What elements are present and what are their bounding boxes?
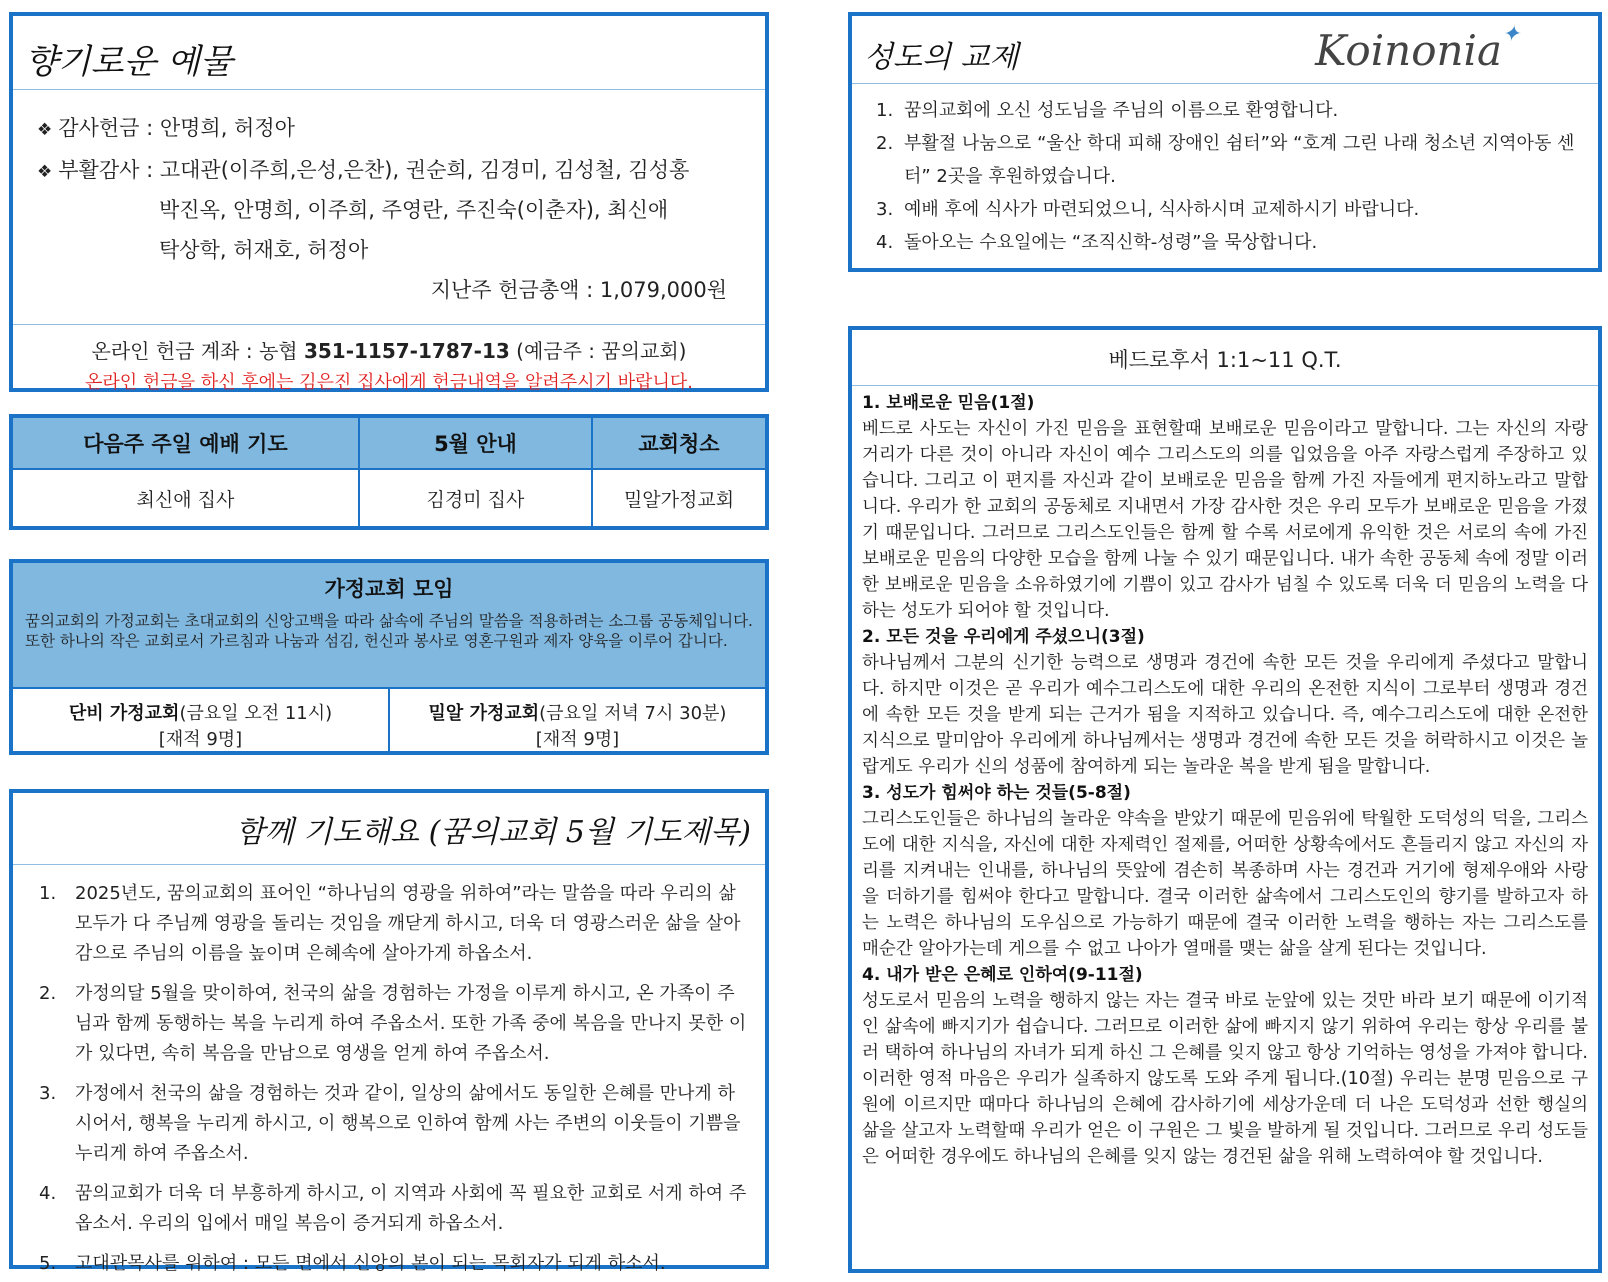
prayer-section (9, 789, 769, 1274)
offering-notice: 온라인 헌금을 하신 후에는 김은진 집사에게 헌금내역을 알려주시기 바랍니다. (85, 372, 693, 393)
list-item (25, 1079, 751, 1169)
house-church-header (13, 563, 765, 689)
diamond-bullet-icon: ❖ (37, 120, 53, 140)
house-group-name: 단비 가정교회 (68, 703, 180, 724)
thanks-label: 감사헌금 : (58, 116, 154, 140)
item-text: 꿈의교회에 오신 성도님을 주님의 이름으로 환영합니다. (904, 100, 1339, 121)
list-item (866, 127, 1588, 193)
item-text: 돌아오는 수요일에는 “조직신학-성령”을 묵상합니다. (904, 232, 1318, 253)
qt-section-heading: 1. 보배로운 믿음(1절) (862, 393, 1035, 413)
house-church-section (9, 559, 769, 755)
qt-title: 베드로후서 1:1~11 Q.T. (852, 330, 1598, 386)
koinonia-logo: Koinonia (1315, 26, 1502, 75)
house-church-groups (13, 689, 765, 751)
prayer-list (13, 865, 765, 1279)
item-number: 3. (876, 199, 894, 220)
schedule-value: 김경미 집사 (359, 469, 592, 526)
offering-total: 지난주 헌금총액 : 1,079,000원 (430, 278, 727, 302)
account-prefix: 온라인 헌금 계좌 : 농협 (91, 339, 298, 363)
house-church-description: 꿈의교회의 가정교회는 초대교회의 신앙고백을 따라 삶속에 주님의 말씀을 적용하려는 소그룹 공동체입니다. 또한 하나의 작은 교회로서 가르침과 나눔과 섬김, 헌신과 봉사로 영혼구원과 제자 양육을 이루어 갑니다. (25, 612, 753, 650)
easter-names-3: 탁상학, 허재호, 허정아 (159, 238, 369, 262)
account-holder: (예금주 : 꿈의교회) (516, 339, 687, 363)
item-text: 가정에서 천국의 삶을 경험하는 것과 같이, 일상의 삶에서도 동일한 은혜를 만나게 하시어서, 행복을 누리게 하시고, 이 행복으로 인하여 함께 사는 주변의 이웃들이 기쁨을 누리게 하여 주옵소서. (75, 1083, 741, 1164)
fellowship-header (852, 16, 1598, 84)
list-item (866, 226, 1588, 259)
account-line (13, 335, 765, 364)
qt-section-body: 하나님께서 그분의 신기한 능력으로 생명과 경건에 속한 모든 것을 우리에게 주셨다고 말합니다. 하지만 이것은 곧 우리가 예수그리스도에 대한 우리의 온전한 지식이 그로부터 생명과 경건에 속한 모든 것을 받게 되는 근거가 됨을 지적하고 있습니다. 즉, 예수그리스도에 대한 온전한 지식으로 말미암아 우리에게 하나님께서는 생명과 경건에 속한 모든 것을 허락하시고 이것은 놀랍게도 우리가 신의 성품에 참여하게 되는 놀라운 복을 받게 됨을 말합니다. (862, 653, 1588, 777)
item-number: 4. (876, 232, 894, 253)
schedule-header: 다음주 주일 예배 기도 (13, 418, 359, 469)
item-number: 1. (39, 883, 57, 904)
easter-names-1: 고대관(이주희,은성,은찬), 권순희, 김경미, 김성철, 김성홍 (159, 158, 690, 182)
house-group-time: (금요일 오전 11시) (179, 703, 333, 724)
item-number: 3. (39, 1083, 57, 1104)
list-item (25, 979, 751, 1069)
qt-section-heading: 4. 내가 받은 은혜로 인하여(9-11절) (862, 965, 1143, 985)
easter-offering-line (37, 154, 689, 184)
schedule-header: 교회청소 (592, 418, 765, 469)
item-number: 2. (876, 133, 894, 154)
offering-title: 향기로운 예물 (13, 16, 765, 90)
item-number: 4. (39, 1183, 57, 1204)
qt-section-body: 성도로서 믿음의 노력을 행하지 않는 자는 결국 바로 눈앞에 있는 것만 바라 보기 때문에 이기적인 삶속에 빠지기가 쉽습니다. 그러므로 이러한 삶에 빠지지 않기 위하여 우리는 항상 우리를 불러 택하여 하나님의 자녀가 되게 하신 그 은혜를 잊지 않고 항상 기억하는 영성을 가져야 합니다. 이러한 영적 마음은 우리가 실족하지 않도록 도와 주게 됩니다.(10절) 우리는 분명 믿음으로 구원에 이르지만 때마다 하나님의 은혜에 감사하기에 세상가운데 더 나은 도덕성과 선한 행실의 삶을 살고자 노력할때 우리가 얻은 이 구원은 그 빛을 발하게 될 것입니다. 그러므로 우리 성도들은 어떠한 경우에도 하나님의 은혜를 잊지 않는 경건된 삶을 위해 노력하여야 할 것입니다. (862, 991, 1588, 1167)
house-group-count: [재적 9명] (158, 729, 243, 750)
qt-section-body: 베드로 사도는 자신이 가진 믿음을 표현할때 보배로운 믿음이라고 말합니다. 그는 자신의 자랑거리가 다른 것이 아니라 자신이 예수 그리스도의 의를 입었음을 아주 자랑스럽게 주장하고 있습니다. 그리고 이 편지를 자신과 같이 보배로운 믿음을 함께 가진 자들에게 편지하노라고 말합니다. 우리가 한 교회의 공동체로 지내면서 가장 감사한 것은 우리 모두가 보배로운 믿음을 가졌기 때문입니다. 그러므로 그리스도인들은 함께 할 수록 서로에게 유익한 것은 서로의 속에 가진 보배로운 믿음의 다양한 모습을 함께 나눌 수 있기 때문입니다. 내가 속한 공동체 속에 정말 이러한 보배로운 믿음을 소유하였기에 기쁨이 있고 감사가 넘칠 수 있도록 더욱 더 믿음의 노력을 다하는 성도가 되어야 할 것입니다. (862, 419, 1588, 621)
list-item (25, 1249, 751, 1279)
schedule-table-box (9, 414, 769, 530)
schedule-table (13, 418, 765, 526)
item-text: 꿈의교회가 더욱 더 부흥하게 하시고, 이 지역과 사회에 꼭 필요한 교회로 서게 하여 주옵소서. 우리의 입에서 매일 복음이 증거되게 하옵소서. (75, 1183, 747, 1234)
easter-names-2: 박진옥, 안명희, 이주희, 주영란, 주진숙(이춘자), 최신애 (159, 198, 669, 222)
easter-label: 부활감사 : (58, 158, 154, 182)
offering-section (9, 12, 769, 392)
house-group (390, 689, 765, 751)
item-text: 가정의달 5월을 맞이하여, 천국의 삶을 경험하는 가정을 이루게 하시고, 온 가족이 주님과 함께 동행하는 복을 누리게 하여 주옵소서. 또한 가족 중에 복음을 만나지 못한 이가 있다면, 속히 복음을 만남으로 영생을 얻게 하여 주옵소서. (75, 983, 747, 1064)
list-item (866, 94, 1588, 127)
house-group-time: (금요일 저녁 7시 30분) (539, 703, 727, 724)
qt-section-body: 그리스도인들은 하나님의 놀라운 약속을 받았기 때문에 믿음위에 탁월한 도덕성의 덕을, 그리스도에 대한 지식을, 자신에 대한 자제력인 절제를, 어떠한 상황속에서도 흔들리지 않고 자신의 자리를 지켜내는 인내를, 하나님의 뜻앞에 겸손히 복종하며 사는 경건과 거기에 형제우애와 사랑을 더하기를 힘써야 한다고 말합니다. 결국 이러한 삶속에서 그리스도인의 향기를 발하고자 하는 노력은 하나님의 도우심으로 가능하기 때문에 결국 이러한 노력을 행하는 자는 그리스도를 매순간 알아가는데 게으를 수 없고 나아가 열매를 맺는 삶을 살게 된다는 것입니다. (862, 809, 1588, 959)
house-group (13, 689, 390, 751)
sparkle-icon: ✦ (1501, 22, 1520, 47)
list-item (866, 193, 1588, 226)
schedule-value: 최신애 집사 (13, 469, 359, 526)
schedule-header: 5월 안내 (359, 418, 592, 469)
qt-section-heading: 3. 성도가 힘써야 하는 것들(5-8절) (862, 783, 1131, 803)
house-group-count: [재적 9명] (535, 729, 620, 750)
item-number: 2. (39, 983, 57, 1004)
item-number: 5. (39, 1253, 57, 1274)
list-item (25, 879, 751, 969)
fellowship-section (848, 12, 1602, 272)
fellowship-list (852, 84, 1598, 259)
list-item (25, 1179, 751, 1239)
item-number: 1. (876, 100, 894, 121)
item-text: 예배 후에 식사가 마련되었으니, 식사하시며 교제하시기 바랍니다. (904, 199, 1420, 220)
qt-body (852, 386, 1598, 1170)
house-church-title: 가정교회 모임 (324, 577, 454, 601)
thanks-offering-line (37, 112, 295, 142)
thanks-names: 안명희, 허정아 (159, 116, 295, 140)
prayer-title: 함께 기도해요 (꿈의교회 5월 기도제목) (13, 793, 765, 865)
account-number: 351-1157-1787-13 (303, 339, 510, 363)
qt-section-heading: 2. 모든 것을 우리에게 주셨으니(3절) (862, 627, 1145, 647)
fellowship-title: 성도의 교제 (864, 40, 1019, 75)
item-text: 2025년도, 꿈의교회의 표어인 “하나님의 영광을 위하여”라는 말씀을 따라 우리의 삶 모두가 다 주님께 영광을 돌리는 것임을 깨닫게 하시고, 더욱 더 영광스러운 삶을 살아감으로 주님의 이름을 높이며 은혜속에 살아가게 하옵소서. (75, 883, 741, 964)
item-text: 부활절 나눔으로 “울산 학대 피해 장애인 쉼터”와 “호계 그린 나래 청소년 지역아동 센터” 2곳을 후원하였습니다. (904, 133, 1575, 187)
account-info (13, 324, 765, 394)
qt-section (848, 326, 1602, 1273)
item-text: 고대관목사를 위하여 : 모든 면에서 신앙의 본이 되는 목회자가 되게 하소서. (75, 1253, 666, 1274)
schedule-value: 밀알가정교회 (623, 488, 735, 511)
house-group-name: 밀알 가정교회 (428, 703, 540, 724)
diamond-bullet-icon: ❖ (37, 162, 53, 182)
